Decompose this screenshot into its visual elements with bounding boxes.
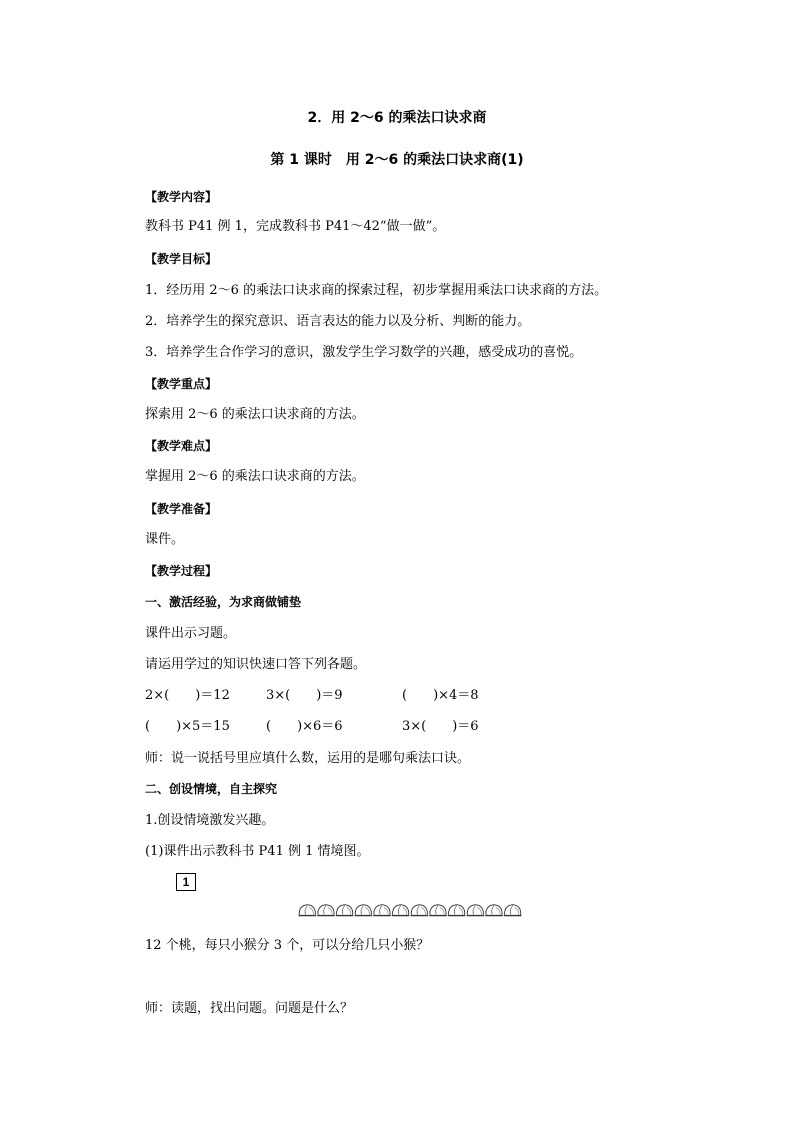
prep-text: 课件。 [145,532,185,547]
peach-icon [354,905,372,916]
content-text: 教科书 P41 例 1，完成教科书 P41～42“做一做”。 [145,219,446,234]
equation: 3×( )＝6 [402,719,479,734]
process-heading: 【教学过程】 [145,564,218,578]
difficulty-heading: 【教学难点】 [145,439,218,453]
goal-item: 2．培养学生的探究意识、语言表达的能力以及分析、判断的能力。 [145,314,531,329]
section1-heading: 一、激活经验，为求商做铺垫 [145,595,302,609]
peach-icon [392,905,410,916]
equation: ( )×5＝15 [145,719,230,734]
key-text: 探索用 2～6 的乘法口诀求商的方法。 [145,407,365,422]
question-text: 12 个桃，每只小猴分 3 个，可以分给几只小猴？ [145,938,430,953]
section2-heading: 二、创设情境，自主探究 [145,782,278,796]
peach-icon [429,905,447,916]
section1-line: 请运用学过的知识快速口答下列各题。 [145,657,367,672]
teacher-line: 师：说一说括号里应填什么数，运用的是哪句乘法口诀。 [145,751,471,766]
prep-heading: 【教学准备】 [145,502,218,516]
difficulty-text: 掌握用 2～6 的乘法口诀求商的方法。 [145,469,365,484]
step-subtext: (1)课件出示教科书 P41 例 1 情境图。 [145,844,370,859]
equation: 2×( )＝12 [145,688,230,703]
peach-icon [504,905,522,916]
peach-icon [448,905,466,916]
peach-icon [410,905,428,916]
teacher-line: 师：读题，找出问题。问题是什么？ [145,1001,354,1016]
peach-icon [373,905,391,916]
equation: ( )×6＝6 [266,719,343,734]
lesson-subtitle: 第 1 课时 用 2～6 的乘法口诀求商(1) [270,152,524,168]
equation: ( )×4＝8 [402,688,479,703]
peach-icon [317,905,335,916]
page-title: 2．用 2～6 的乘法口诀求商 [307,110,487,126]
goal-item: 3．培养学生合作学习的意识，激发学生学习数学的兴趣，感受成功的喜悦。 [145,345,583,360]
content-heading: 【教学内容】 [145,190,218,204]
example-number-box: 1 [176,873,196,891]
peach-icon [466,905,484,916]
peach-icon [298,905,316,916]
peach-icon [485,905,503,916]
key-heading: 【教学重点】 [145,377,218,391]
section1-line: 课件出示习题。 [145,626,237,641]
peach-icon [336,905,354,916]
step-text: 1.创设情境激发兴趣。 [145,813,275,828]
peaches-illustration [284,902,544,918]
goals-heading: 【教学目标】 [145,252,218,266]
goal-item: 1．经历用 2～6 的乘法口诀求商的探索过程，初步掌握用乘法口诀求商的方法。 [145,283,608,298]
equation: 3×( )＝9 [266,688,343,703]
